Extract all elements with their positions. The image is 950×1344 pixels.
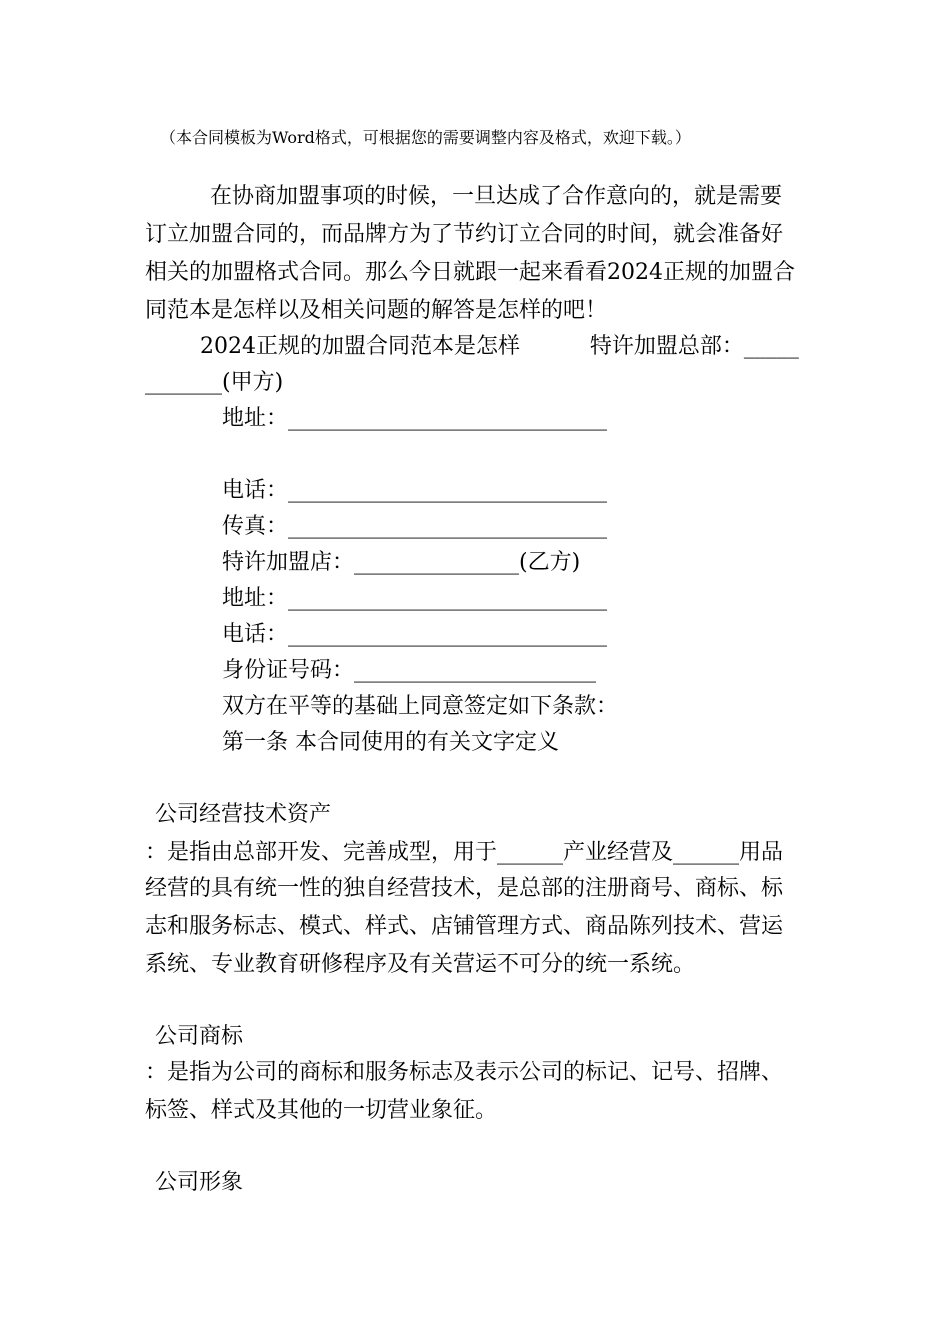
intro-line-4: 同范本是怎样以及相关问题的解答是怎样的吧！ [145, 298, 608, 323]
definition-1-line-1: ：是指由总部开发、完善成型，用于______产业经营及______用品 [145, 840, 784, 865]
party-a-fax: 传真：_____________________________ [222, 514, 608, 539]
definition-2-line-1: ：是指为公司的商标和服务标志及表示公司的标记、记号、招牌、 [145, 1060, 784, 1085]
party-a-phone: 电话：_____________________________ [222, 478, 608, 503]
header-note: （本合同模板为Word格式，可根据您的需要调整内容及格式，欢迎下载。） [160, 128, 691, 147]
intro-line-1: 在协商加盟事项的时候，一旦达成了合作意向的，就是需要 [210, 184, 783, 209]
definition-1-line-4: 系统、专业教育研修程序及有关营运不可分的统一系统。 [145, 952, 696, 977]
party-a-continuation: _______(甲方) [145, 370, 284, 395]
party-b-address: 地址：_____________________________ [222, 586, 608, 611]
agreement-line: 双方在平等的基础上同意签定如下条款： [222, 694, 619, 719]
party-b-phone: 电话：_____________________________ [222, 622, 608, 647]
definition-term-2: 公司商标 [155, 1024, 244, 1049]
party-a-address: 地址：_____________________________ [222, 406, 608, 431]
definition-term-3: 公司形象 [155, 1170, 244, 1195]
definition-term-1: 公司经营技术资产 [155, 802, 332, 827]
intro-line-3: 相关的加盟格式合同。那么今日就跟一起来看看2024正规的加盟合 [145, 260, 795, 285]
definition-1-line-3: 志和服务标志、模式、样式、店铺管理方式、商品陈列技术、营运 [145, 914, 784, 939]
party-b-id-number: 身份证号码：______________________ [222, 658, 597, 683]
definition-1-line-2: 经营的具有统一性的独自经营技术，是总部的注册商号、商标、标 [145, 876, 784, 901]
title-and-hq-line: 2024正规的加盟合同范本是怎样 特许加盟总部：_____ [200, 334, 799, 359]
article-1-heading: 第一条 本合同使用的有关文字定义 [222, 730, 559, 755]
definition-2-line-2: 标签、样式及其他的一切营业象征。 [145, 1098, 498, 1123]
party-b-store: 特许加盟店：_______________(乙方) [222, 550, 581, 575]
intro-line-2: 订立加盟合同的，而品牌方为了节约订立合同的时间，就会准备好 [145, 222, 784, 247]
